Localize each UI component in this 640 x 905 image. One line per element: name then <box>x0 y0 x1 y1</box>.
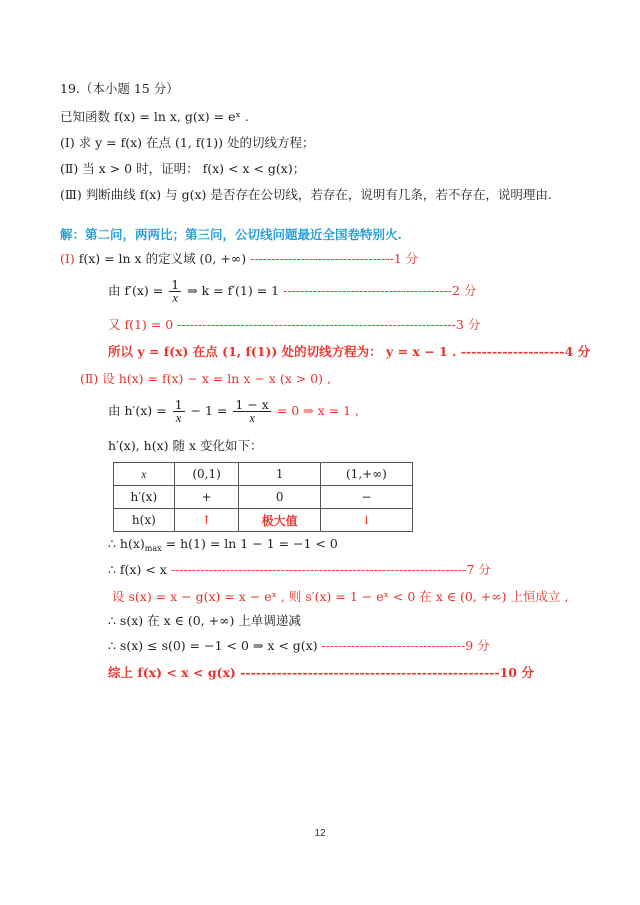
fraction-1-minus-x-over-x <box>233 398 270 425</box>
problem-given: 已知函数 f(x) = ln x, g(x) = eˣ . <box>60 109 249 124</box>
fraction-denominator: x <box>175 411 182 425</box>
variation-table <box>113 462 413 532</box>
fraction-numerator: 1 <box>174 397 183 412</box>
table-row <box>114 509 413 532</box>
table-cell: − <box>320 486 412 509</box>
fraction-denominator: x <box>249 411 255 425</box>
table-cell: (1,+∞) <box>320 463 412 486</box>
derivative-pre: 由 f′(x) = <box>108 283 164 298</box>
score-2: ----------------------------------------2 分 <box>283 283 477 298</box>
h-max-pre: ∴ h(x) <box>108 536 145 551</box>
f1-value: 又 f(1) = 0 <box>108 317 174 332</box>
solution-step-13 <box>108 664 534 682</box>
part1-label: (Ⅰ) <box>60 251 75 266</box>
table-cell: (0,1) <box>174 463 239 486</box>
score-10: --------------------------------------------------10 分 <box>240 665 534 680</box>
score-3: ------------------------------------------------------------------3 分 <box>177 317 481 332</box>
solution-step-12 <box>108 637 490 655</box>
fraction-numerator: 1 − x <box>235 397 269 412</box>
page-number: 12 <box>314 828 326 839</box>
fraction-1-over-x <box>169 278 181 305</box>
table-cell: x <box>114 463 175 486</box>
solution-step-3 <box>108 316 480 334</box>
solution-step-6 <box>108 396 359 426</box>
score-4: --------------------4 分 <box>460 344 591 359</box>
part2-label: (Ⅱ) <box>80 371 99 386</box>
problem-part2: (Ⅱ) 当 x > 0 时，证明： f(x) < x < g(x)； <box>60 161 306 176</box>
table-cell: 1 <box>239 463 320 486</box>
solution-step-11: ∴ s(x) 在 x ∈ (0, +∞) 上单调递减 <box>108 613 301 628</box>
h-derivative-mid: − 1 = <box>190 403 228 418</box>
table-row <box>114 486 413 509</box>
solution-note: 解：第二问，两两比；第三问，公切线问题最近全国卷特别火. <box>60 227 402 242</box>
solution-step-2 <box>108 276 476 306</box>
solution-step-1 <box>60 250 418 268</box>
s-bound: ∴ s(x) ≤ s(0) = −1 < 0 ⇒ x < g(x) <box>108 638 318 653</box>
table-intro: h′(x), h(x) 随 x 变化如下： <box>108 438 263 453</box>
table-cell: + <box>174 486 239 509</box>
table-cell: ↓ <box>320 509 412 532</box>
score-9: ----------------------------------9 分 <box>321 638 490 653</box>
h-derivative-pre: 由 h′(x) = <box>108 403 167 418</box>
score-7: ----------------------------------------------------------------------7 分 <box>170 562 491 577</box>
table-cell: h′(x) <box>114 486 175 509</box>
solution-step-10: 设 s(x) = x − g(x) = x − eˣ , 则 s′(x) = 1 − eˣ < 0 在 x ∈ (0, +∞) 上恒成立 , <box>112 589 569 604</box>
problem-part3: (Ⅲ) 判断曲线 f(x) 与 g(x) 是否存在公切线，若存在，说明有几条，若不存在，说明理由. <box>60 187 552 202</box>
solution-step-4 <box>108 343 590 361</box>
table-cell: h(x) <box>114 509 175 532</box>
h-max-subscript: max <box>144 544 162 553</box>
domain-statement: f(x) = ln x 的定义域 (0, +∞) <box>78 251 247 266</box>
solution-step-9 <box>108 561 491 579</box>
h-derivative-post: = 0 ⇒ x = 1 , <box>276 403 360 418</box>
table-cell: 极大值 <box>239 509 320 532</box>
tangent-line-result: 所以 y = f(x) 在点 (1, f(1)) 处的切线方程为： y = x − 1 . <box>108 344 457 359</box>
problem-part1: (Ⅰ) 求 y = f(x) 在点 (1, f(1)) 处的切线方程； <box>60 135 315 150</box>
define-h: 设 h(x) = f(x) − x = ln x − x (x > 0) , <box>102 371 331 386</box>
h-max-post: = h(1) = ln 1 − 1 = −1 < 0 <box>165 536 338 551</box>
fraction-denominator: x <box>172 291 178 305</box>
problem-header: 19.（本小题 15 分） <box>60 81 179 96</box>
fraction-numerator: 1 <box>171 277 180 292</box>
table-cell: 0 <box>239 486 320 509</box>
derivative-post: ⇒ k = f′(1) = 1 <box>187 283 280 298</box>
table-cell: ↑ <box>174 509 239 532</box>
score-1: ----------------------------------1 分 <box>250 251 419 266</box>
solution-step-8 <box>108 535 338 558</box>
conclusion: 综上 f(x) < x < g(x) <box>108 665 236 680</box>
f-less-x: ∴ f(x) < x <box>108 562 167 577</box>
fraction-1-over-x-b <box>173 398 185 425</box>
table-row <box>114 463 413 486</box>
solution-step-5 <box>80 370 331 388</box>
